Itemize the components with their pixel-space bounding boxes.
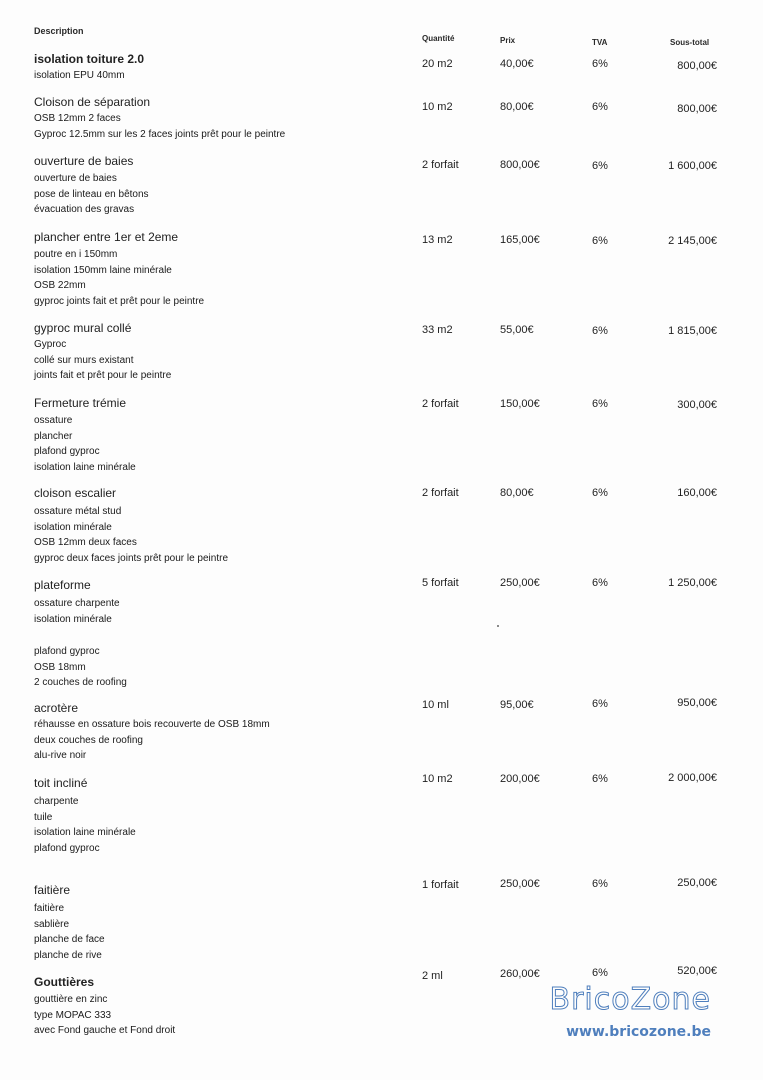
row-title: toit incliné [34, 776, 88, 790]
header-tva: TVA [592, 38, 608, 47]
row-subtotal: 2 145,00€ [668, 235, 717, 247]
row-details [34, 504, 228, 566]
row-price: 260,00€ [500, 968, 540, 980]
detail-line: isolation laine minérale [34, 827, 136, 838]
detail-line: ossature [34, 415, 73, 426]
header-subtotal: Sous-total [670, 38, 710, 47]
detail-line: isolation 150mm laine minérale [34, 264, 172, 276]
row-details [34, 901, 105, 963]
speck [497, 625, 499, 627]
row-tva: 6% [592, 698, 608, 710]
row-price: 95,00€ [500, 699, 534, 711]
row-price: 80,00€ [500, 487, 534, 499]
detail-line: ossature charpente [34, 598, 120, 609]
row-price: 40,00€ [500, 58, 534, 70]
row-details [34, 171, 149, 218]
detail-line: isolation minérale [34, 613, 112, 625]
row-tva: 6% [592, 101, 608, 113]
row-tva: 6% [592, 235, 608, 247]
row-subtotal: 300,00€ [677, 399, 717, 411]
row-title: Cloison de séparation [34, 95, 151, 109]
detail-line: alu-rive noir [34, 750, 87, 761]
detail-line: isolation laine minérale [34, 461, 136, 473]
row-tva: 6% [592, 878, 608, 890]
detail-line: évacuation des gravas [34, 204, 135, 215]
detail-line: type MOPAC 333 [34, 1009, 112, 1021]
detail-line: poutre en i 150mm [34, 249, 118, 260]
row-details [34, 794, 136, 856]
detail-line: collé sur murs existant [34, 354, 134, 366]
detail-line: tuile [34, 811, 53, 823]
header-price: Prix [500, 36, 516, 45]
row-details [34, 247, 204, 309]
row-quantity: 1 forfait [422, 879, 459, 891]
detail-line: faitière [34, 903, 65, 914]
detail-line: gyproc deux faces joints prêt pour le peintre [34, 552, 228, 564]
row-tva: 6% [592, 398, 608, 410]
row-details [34, 596, 120, 627]
header-description: Description [34, 26, 84, 36]
row-tva: 6% [592, 58, 608, 70]
row-price: 200,00€ [500, 773, 540, 785]
detail-line: OSB 12mm deux faces [34, 537, 137, 548]
row-details [34, 992, 175, 1039]
row-title: acrotère [34, 701, 79, 715]
row-subtotal: 2 000,00€ [668, 772, 717, 784]
row-title: Gouttières [34, 975, 95, 989]
row-tva: 6% [592, 577, 608, 589]
row-quantity: 2 forfait [422, 398, 459, 410]
row-subtotal: 950,00€ [677, 697, 717, 709]
row-title: ouverture de baies [34, 154, 134, 168]
detail-line: ossature métal stud [34, 506, 122, 517]
detail-line: Gyproc 12.5mm sur les 2 faces joints prêt pour le peintre [34, 128, 286, 140]
row-subtotal: 1 815,00€ [668, 325, 717, 337]
row-subtotal: 800,00€ [677, 60, 717, 72]
row-details [34, 413, 136, 475]
row-subtotal: 250,00€ [677, 877, 717, 889]
detail-line: pose de linteau en bêtons [34, 188, 149, 200]
detail-line: OSB 12mm 2 faces [34, 113, 121, 124]
row-title: Fermeture trémie [34, 396, 127, 410]
row-quantity: 33 m2 [422, 324, 453, 336]
row-subtotal: 160,00€ [677, 487, 717, 499]
row-quantity: 5 forfait [422, 577, 459, 589]
row-price: 80,00€ [500, 101, 534, 113]
row-tva: 6% [592, 160, 608, 172]
bricozone-logo: BricoZone [549, 982, 711, 1017]
row-subtotal: 1 250,00€ [668, 577, 717, 589]
row-quantity: 20 m2 [422, 58, 453, 70]
detail-line: 2 couches de roofing [34, 677, 127, 688]
row-tva: 6% [592, 487, 608, 499]
header-quantity: Quantité [422, 34, 455, 43]
row-quantity: 2 ml [422, 970, 443, 982]
row-tva: 6% [592, 773, 608, 785]
row-price: 250,00€ [500, 878, 540, 890]
detail-line: plancher [34, 430, 73, 442]
row-quantity: 13 m2 [422, 234, 453, 246]
row-subtotal: 1 600,00€ [668, 160, 717, 172]
watermark-url: www.bricozone.be [566, 1024, 711, 1040]
row-price: 165,00€ [500, 234, 540, 246]
row-quantity: 2 forfait [422, 487, 459, 499]
detail-line: avec Fond gauche et Fond droit [34, 1025, 176, 1036]
row-quantity: 2 forfait [422, 159, 459, 171]
row-title: isolation toiture 2.0 [34, 52, 145, 66]
detail-line: sablière [34, 918, 70, 930]
row-title: faitière [34, 883, 71, 897]
detail-line: Gyproc [34, 339, 67, 350]
row-quantity: 10 m2 [422, 773, 453, 785]
detail-line: plafond gyproc [34, 842, 100, 854]
row-title: plateforme [34, 578, 91, 592]
row-title: plancher entre 1er et 2eme [34, 230, 179, 244]
detail-line: charpente [34, 796, 79, 807]
row-details [34, 717, 270, 764]
detail-line: isolation minérale [34, 521, 112, 533]
row-tva: 6% [592, 967, 608, 979]
row-details-continued [34, 644, 127, 691]
detail-line: deux couches de roofing [34, 734, 143, 746]
detail-line: OSB 18mm [34, 661, 86, 673]
row-subtotal: 520,00€ [677, 965, 717, 977]
detail-line: gouttière en zinc [34, 994, 108, 1005]
row-tva: 6% [592, 325, 608, 337]
row-price: 55,00€ [500, 324, 534, 336]
detail-line: joints fait et prêt pour le peintre [34, 370, 172, 381]
row-details [34, 68, 125, 84]
detail-line: plafond gyproc [34, 646, 100, 657]
detail-line: planche de face [34, 934, 105, 945]
row-details [34, 111, 285, 142]
row-price: 800,00€ [500, 159, 540, 171]
detail-line: ouverture de baies [34, 173, 117, 184]
row-subtotal: 800,00€ [677, 103, 717, 115]
row-title: cloison escalier [34, 486, 117, 500]
detail-line: isolation EPU 40mm [34, 70, 125, 81]
row-quantity: 10 ml [422, 699, 449, 711]
detail-line: réhausse en ossature bois recouverte de OSB 18mm [34, 719, 270, 730]
row-title: gyproc mural collé [34, 321, 132, 335]
row-price: 150,00€ [500, 398, 540, 410]
detail-line: planche de rive [34, 949, 102, 961]
row-price: 250,00€ [500, 577, 540, 589]
row-details [34, 337, 171, 384]
detail-line: OSB 22mm [34, 280, 86, 291]
detail-line: gyproc joints fait et prêt pour le peintre [34, 295, 205, 307]
row-quantity: 10 m2 [422, 101, 453, 113]
detail-line: plafond gyproc [34, 446, 100, 457]
